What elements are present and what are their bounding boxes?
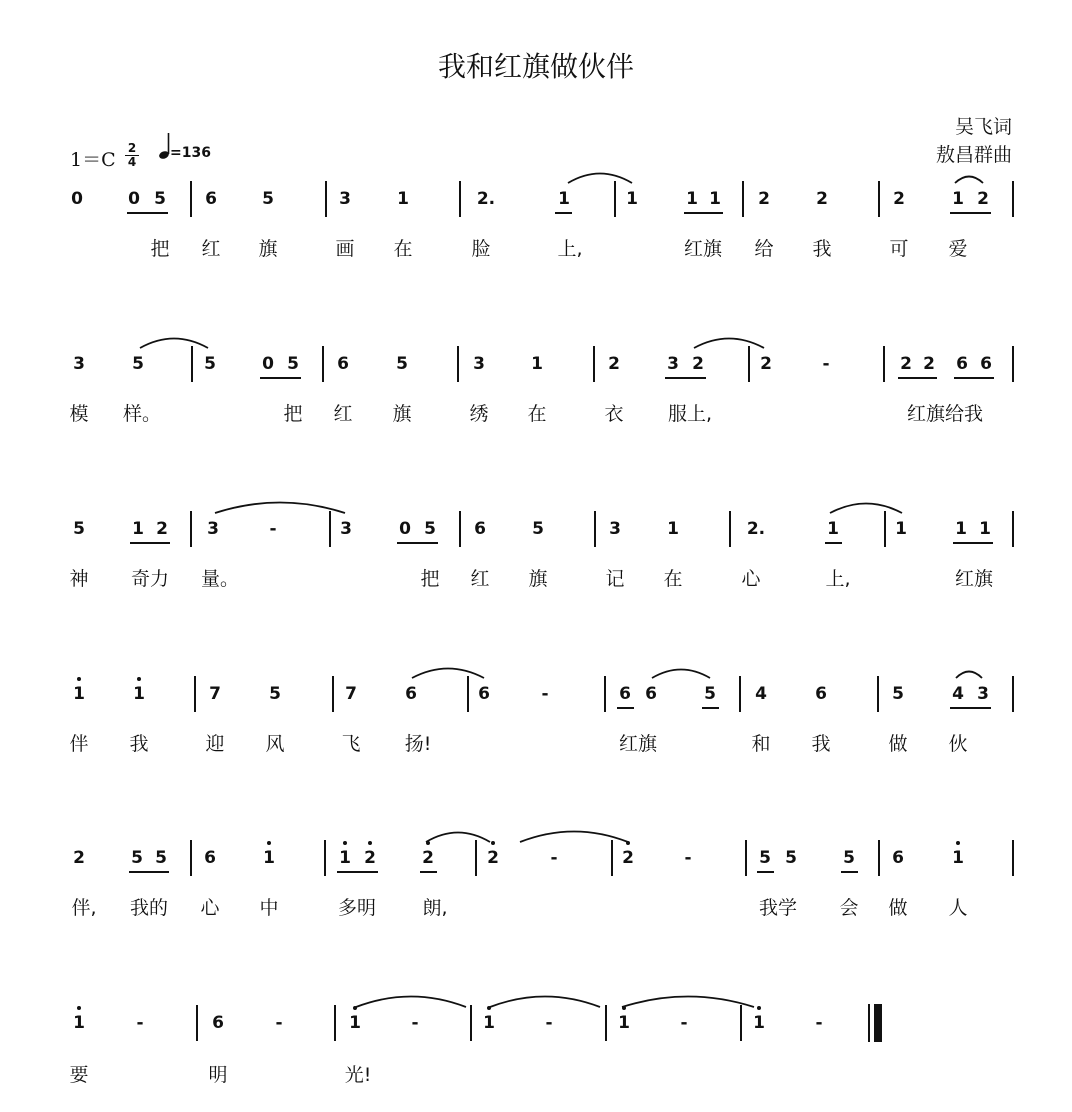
eighth-underline [420,871,437,873]
lyric: 明 [208,1064,228,1086]
note: - [550,848,558,868]
lyric: 红旗给我 [906,403,984,425]
note: - [822,354,830,374]
note: - [275,1013,283,1033]
note: 6 [478,684,490,704]
note: 6 [645,684,657,704]
staff-system-3 [0,518,1072,618]
eighth-underline [898,377,937,379]
bar-line [742,181,744,217]
note: 1 [558,189,570,209]
bar-line [190,511,192,547]
note: 1 [955,519,967,539]
note: 1 [73,684,85,704]
note: 2 [73,848,85,868]
bar-line [883,346,885,382]
bar-line [884,511,886,547]
lyric: 奇力 [130,568,170,590]
bar-line [878,181,880,217]
lyric: 我 [129,733,149,755]
lyric: 脸 [471,238,491,260]
lyric: 给 [754,238,774,260]
bar-line [324,840,326,876]
note: 5 [73,519,85,539]
note: 6 [956,354,968,374]
bar-line [739,676,741,712]
note: 2 [156,519,168,539]
lyric: 爱 [948,238,968,260]
note: 0 [128,189,140,209]
bar-line [605,1005,607,1041]
note: - [684,848,692,868]
lyric: 做 [888,897,908,919]
lyric: 朗, [422,897,448,919]
note: 2 [923,354,935,374]
note: 6 [405,684,417,704]
lyric: 上, [557,238,583,260]
lyric: 我学 [758,897,798,919]
eighth-underline [954,377,994,379]
note: 1 [827,519,839,539]
bar-line [594,511,596,547]
key-signature: 1＝C [70,149,116,171]
lyric: 红旗 [954,568,994,590]
note: 2 [364,848,376,868]
note: 1 [132,519,144,539]
note: 1 [709,189,721,209]
lyric: 我 [812,238,832,260]
eighth-underline [260,377,301,379]
lyric: 红旗 [683,238,723,260]
note: 0 [399,519,411,539]
lyric: 神 [69,568,89,590]
high-octave-dot [487,1006,491,1010]
note: 3 [473,354,485,374]
eighth-underline [950,212,991,214]
lyric: 和 [751,733,771,755]
high-octave-dot [343,841,347,845]
note: 5 [396,354,408,374]
note: 7 [209,684,221,704]
bar-line [475,840,477,876]
note: 2 [692,354,704,374]
bar-line [190,840,192,876]
note: 1 [626,189,638,209]
bar-line [329,511,331,547]
high-octave-dot [137,677,141,681]
note: 2 [893,189,905,209]
note: 1 [73,1013,85,1033]
high-octave-dot [757,1006,761,1010]
note: 6 [980,354,992,374]
eighth-underline [129,871,169,873]
bar-line [740,1005,742,1041]
lyric: 中 [259,897,279,919]
eighth-underline [757,871,774,873]
note: 3 [609,519,621,539]
note: 1 [397,189,409,209]
lyric: 旗 [258,238,278,260]
high-octave-dot [77,677,81,681]
note: 6 [815,684,827,704]
high-octave-dot [267,841,271,845]
lyric: 把 [420,568,440,590]
note: 6 [205,189,217,209]
lyric: 伴 [69,733,89,755]
lyric: 在 [393,238,413,260]
note: 1 [618,1013,630,1033]
bar-line [459,181,461,217]
final-bar-thin [868,1004,870,1042]
eighth-underline [397,542,438,544]
slur-group [0,335,1072,355]
lyric: 要 [69,1064,89,1086]
lyric: 可 [889,238,909,260]
note: 4 [755,684,767,704]
note: 5 [287,354,299,374]
eighth-underline [684,212,723,214]
note: 2 [608,354,620,374]
note: 2 [422,848,434,868]
lyric: 在 [527,403,547,425]
note: 1 [979,519,991,539]
lyric: 把 [283,403,303,425]
bar-line [878,840,880,876]
bar-line [334,1005,336,1041]
note: 1 [686,189,698,209]
bar-line [191,346,193,382]
song-title: 我和红旗做伙伴 [437,50,634,83]
lyric: 红旗 [618,733,658,755]
note: 1 [133,684,145,704]
lyricist-credit: 吴飞词 [954,116,1012,138]
lyric: 服上, [667,403,713,425]
eighth-underline [825,542,842,544]
bar-line [196,1005,198,1041]
note: 5 [424,519,436,539]
lyric: 样。 [122,403,162,425]
bar-line [1012,181,1014,217]
note: 5 [155,848,167,868]
note: 3 [339,189,351,209]
lyric: 模 [69,403,89,425]
bar-line [614,181,616,217]
bar-line [470,1005,472,1041]
note: 5 [132,354,144,374]
final-bar-thick [874,1004,882,1042]
note: - [411,1013,419,1033]
note: 0 [262,354,274,374]
note: 1 [952,189,964,209]
lyric: 画 [335,238,355,260]
note: 5 [785,848,797,868]
lyric: 扬! [404,733,432,755]
high-octave-dot [622,1006,626,1010]
lyric: 旗 [528,568,548,590]
lyric: 会 [839,897,859,919]
note: - [541,684,549,704]
staff-system-6 [0,1012,1072,1112]
lyric: 在 [663,568,683,590]
eighth-underline [702,707,719,709]
note: 5 [204,354,216,374]
note: 3 [667,354,679,374]
high-octave-dot [426,841,430,845]
lyric: 伴, [71,897,97,919]
eighth-underline [617,707,634,709]
bar-line [194,676,196,712]
slur-group [0,500,1072,520]
note: 1 [483,1013,495,1033]
lyric: 风 [265,733,285,755]
bar-line [459,511,461,547]
lyric: 红 [201,238,221,260]
note: 2 [900,354,912,374]
staff-system-4 [0,683,1072,783]
staff-system-1 [0,188,1072,288]
note: 2. [476,189,496,209]
lyric: 光! [344,1064,372,1086]
lyric: 记 [605,568,625,590]
lyric: 迎 [205,733,225,755]
bar-line [457,346,459,382]
note: 6 [892,848,904,868]
note: 4 [952,684,964,704]
eighth-underline [953,542,993,544]
note: 6 [474,519,486,539]
note: 6 [204,848,216,868]
lyric: 旗 [392,403,412,425]
lyric: 心 [741,568,761,590]
eighth-underline [555,212,572,214]
staff-system-5 [0,847,1072,947]
slur-group [0,170,1072,190]
note: 2 [977,189,989,209]
bar-line [467,676,469,712]
bar-line [325,181,327,217]
lyric: 上, [825,568,851,590]
note: - [545,1013,553,1033]
slur-group [0,994,1072,1014]
note: 7 [345,684,357,704]
note: 0 [71,189,83,209]
note: 1 [531,354,543,374]
lyric: 人 [948,897,968,919]
note: 5 [131,848,143,868]
note: - [815,1013,823,1033]
lyric: 绣 [469,403,489,425]
note: 2 [816,189,828,209]
note: 1 [952,848,964,868]
bar-line [1012,840,1014,876]
bar-line [877,676,879,712]
lyric: 多明 [337,897,377,919]
note: 3 [207,519,219,539]
note: 1 [667,519,679,539]
lyric: 心 [200,897,220,919]
lyric: 伙 [948,733,968,755]
eighth-underline [841,871,858,873]
note: 3 [340,519,352,539]
note: 1 [339,848,351,868]
eighth-underline [127,212,168,214]
eighth-underline [665,377,706,379]
bar-line [748,346,750,382]
note: 2 [760,354,772,374]
note: 5 [154,189,166,209]
note: 6 [337,354,349,374]
eighth-underline [337,871,378,873]
time-signature [125,142,139,169]
slur-group [0,829,1072,849]
note: 5 [759,848,771,868]
note: 5 [269,684,281,704]
lyric: 把 [150,238,170,260]
note: - [269,519,277,539]
bar-line [729,511,731,547]
eighth-underline [950,707,991,709]
lyric: 飞 [341,733,361,755]
lyric: 红 [333,403,353,425]
note: 1 [753,1013,765,1033]
note: 2 [758,189,770,209]
bar-line [1012,346,1014,382]
bar-line [1012,511,1014,547]
high-octave-dot [353,1006,357,1010]
note: 1 [263,848,275,868]
lyric: 衣 [604,403,624,425]
note: 6 [212,1013,224,1033]
staff-system-2 [0,353,1072,453]
note: 1 [895,519,907,539]
composer-credit: 敖昌群曲 [935,144,1012,166]
bar-line [604,676,606,712]
note: 5 [262,189,274,209]
slur-group [0,665,1072,685]
bar-line [611,840,613,876]
tempo-marking: =136 [170,145,211,161]
meter-top: 2 [125,142,139,156]
note: 6 [619,684,631,704]
high-octave-dot [77,1006,81,1010]
bar-line [190,181,192,217]
note: 2. [746,519,766,539]
high-octave-dot [491,841,495,845]
note: 5 [843,848,855,868]
lyric: 我 [811,733,831,755]
bar-line [332,676,334,712]
eighth-underline [130,542,170,544]
note: 2 [487,848,499,868]
bar-line [1012,676,1014,712]
note: - [136,1013,144,1033]
bar-line [322,346,324,382]
high-octave-dot [956,841,960,845]
lyric: 做 [888,733,908,755]
meter-bottom: 4 [127,155,137,169]
lyric: 红 [470,568,490,590]
lyric: 我的 [129,897,169,919]
note: - [680,1013,688,1033]
note: 5 [704,684,716,704]
note: 1 [349,1013,361,1033]
note: 2 [622,848,634,868]
lyric: 量。 [200,568,240,590]
bar-line [745,840,747,876]
note: 3 [73,354,85,374]
high-octave-dot [626,841,630,845]
bar-line [593,346,595,382]
note: 5 [532,519,544,539]
high-octave-dot [368,841,372,845]
note: 3 [977,684,989,704]
note: 5 [892,684,904,704]
